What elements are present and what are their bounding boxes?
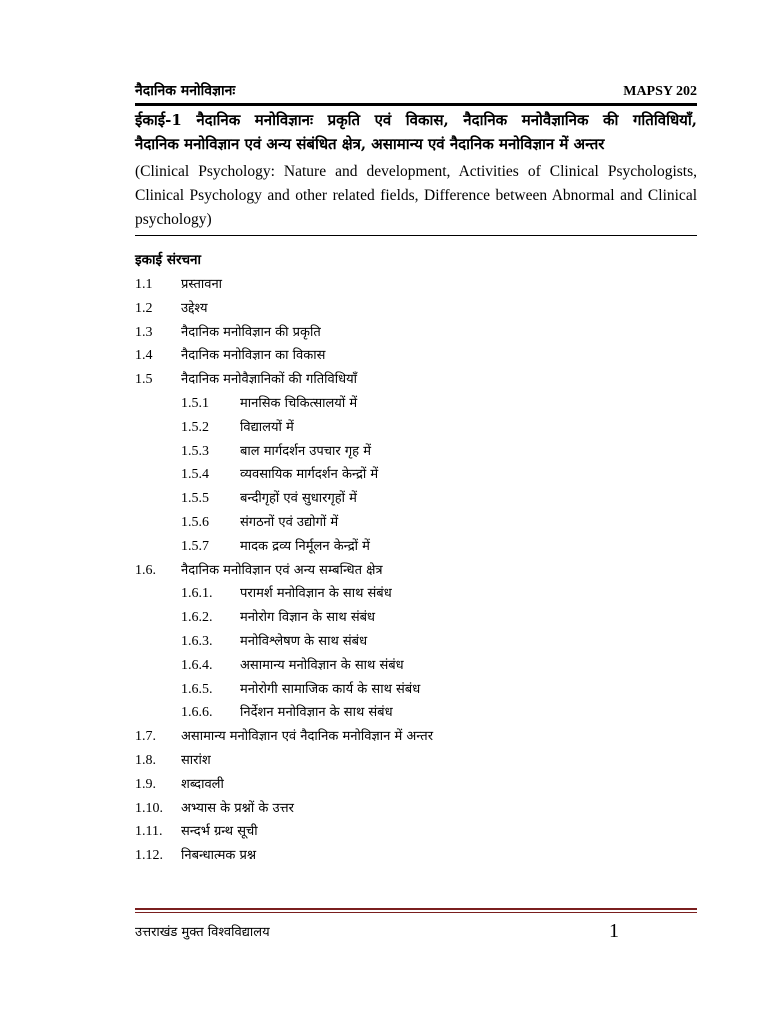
toc-item-number: 1.7. <box>135 729 156 745</box>
toc-item-number: 1.11. <box>135 824 163 840</box>
toc-item <box>135 416 697 440</box>
toc-item-label: प्रस्तावना <box>181 277 223 292</box>
toc-item-number: 1.5.2 <box>181 419 209 435</box>
toc-item-number: 1.5 <box>135 372 153 388</box>
toc-item <box>135 678 697 702</box>
toc-item-label: असामान्य मनोविज्ञान के साथ संबंध <box>240 657 404 673</box>
toc-item-label: संगठनों एवं उद्योगों में <box>240 514 339 530</box>
toc-item <box>135 273 697 297</box>
toc-item-label: उद्देश्य <box>181 300 208 316</box>
toc-item-label: नैदानिक मनोवैज्ञानिकों की गतिविधियाँ <box>181 372 357 388</box>
toc-item <box>135 535 697 559</box>
toc-item <box>135 725 697 749</box>
toc-item-label: मनोविश्लेषण के साथ संबंध <box>240 633 368 649</box>
toc-item-label: बाल मार्गदर्शन उपचार गृह में <box>240 443 371 459</box>
title-divider <box>135 235 697 236</box>
toc-item-label: सन्दर्भ ग्रन्थ सूची <box>181 824 258 840</box>
toc-item <box>135 511 697 535</box>
toc-item-number: 1.6.2. <box>181 610 213 626</box>
header-course-code: MAPSY 202 <box>623 84 697 99</box>
toc-item <box>135 820 697 844</box>
toc-item-number: 1.5.3 <box>181 443 209 459</box>
toc-heading: इकाई संरचना <box>135 252 202 268</box>
footer-rule <box>135 908 697 913</box>
toc-item-label: व्यवसायिक मार्गदर्शन केन्द्रों में <box>240 467 379 483</box>
unit-title-hindi <box>135 108 697 156</box>
header-course-name: नैदानिक मनोविज्ञानः <box>135 83 236 99</box>
toc-item <box>135 654 697 678</box>
toc-item <box>135 487 697 511</box>
toc-item-label: मनोरोग विज्ञान के साथ संबंध <box>240 610 376 626</box>
page-number: 1 <box>609 919 619 942</box>
toc-item <box>135 844 697 868</box>
toc-item-label: परामर्श मनोविज्ञान के साथ संबंध <box>240 586 392 602</box>
toc-item-label: अभ्यास के प्रश्नों के उत्तर <box>181 800 294 816</box>
toc-item-label: मनोरोगी सामाजिक कार्य के साथ संबंध <box>240 681 421 697</box>
toc-item <box>135 606 697 630</box>
toc-item <box>135 297 697 321</box>
toc-item <box>135 321 697 345</box>
toc-item-label: निर्देशन मनोविज्ञान के साथ संबंध <box>240 705 393 721</box>
toc-item-number: 1.10. <box>135 800 163 816</box>
toc-item-number: 1.6.6. <box>181 705 213 721</box>
toc-item <box>135 797 697 821</box>
toc-item-label: मानसिक चिकित्सालयों में <box>240 395 358 411</box>
toc-item-number: 1.6.1. <box>181 586 213 602</box>
toc-item-number: 1.5.1 <box>181 395 209 411</box>
toc-item-label: नैदानिक मनोविज्ञान एवं अन्य सम्बन्धित क्षेत्र <box>181 562 383 578</box>
toc-item-label: असामान्य मनोविज्ञान एवं नैदानिक मनोविज्ञान में अन्तर <box>181 729 434 745</box>
toc-item-number: 1.6. <box>135 562 156 578</box>
toc-item <box>135 463 697 487</box>
toc-item <box>135 773 697 797</box>
toc-item-label: बन्दीगृहों एवं सुधारगृहों में <box>240 491 357 507</box>
toc-item-number: 1.5.6 <box>181 514 209 530</box>
unit-title-english: (Clinical Psychology: Nature and development, Activities of Clinical Psychologists, Clinical Psychology and other related fields, Difference between Abnormal and Clinical psychology) <box>135 163 697 228</box>
toc-item <box>135 559 697 583</box>
toc-item-label: मादक द्रव्य निर्मूलन केन्द्रों में <box>240 538 370 554</box>
running-header <box>135 78 697 100</box>
header-rule <box>135 103 697 106</box>
toc-item-number: 1.12. <box>135 848 163 864</box>
toc-item <box>135 630 697 654</box>
toc-item-label: नैदानिक मनोविज्ञान की प्रकृति <box>181 324 321 340</box>
toc-item-number: 1.2 <box>135 300 153 316</box>
toc-item-label: विद्यालयों में <box>240 419 294 435</box>
toc-item <box>135 701 697 725</box>
toc-item-number: 1.4 <box>135 348 153 364</box>
unit-title-hindi-line-2: नैदानिक मनोविज्ञान एवं अन्य संबंधित क्षेत्र, असामान्य एवं नैदानिक मनोविज्ञान में अन्तर <box>135 135 605 153</box>
toc-item <box>135 749 697 773</box>
toc-item-number: 1.5.5 <box>181 491 209 507</box>
toc-item-number: 1.3 <box>135 324 153 340</box>
unit-title-hindi-line-1: ईकाई-1 नैदानिक मनोविज्ञानः प्रकृति एवं विकास, नैदानिक मनोवैज्ञानिक की गतिविधियाँ, <box>135 111 697 129</box>
toc-item-number: 1.9. <box>135 776 156 792</box>
toc-item-number: 1.6.5. <box>181 681 213 697</box>
toc-item <box>135 344 697 368</box>
toc-item <box>135 440 697 464</box>
footer-university: उत्तराखंड मुक्त विश्वविद्यालय <box>135 925 270 940</box>
toc-item-number: 1.6.3. <box>181 633 213 649</box>
toc-item-number: 1.5.4 <box>181 467 209 483</box>
page-footer <box>135 918 697 944</box>
toc-item-label: शब्दावली <box>181 776 224 792</box>
toc-item-number: 1.8. <box>135 752 156 768</box>
toc-item-number: 1.5.7 <box>181 538 209 554</box>
toc-list <box>135 273 697 868</box>
toc-item-number: 1.6.4. <box>181 657 213 673</box>
toc-item-label: नैदानिक मनोविज्ञान का विकास <box>181 348 326 364</box>
toc-item-label: सारांश <box>181 752 211 768</box>
toc-item-label: निबन्धात्मक प्रश्न <box>181 848 257 864</box>
toc-item <box>135 368 697 392</box>
toc-item <box>135 582 697 606</box>
toc-item-number: 1.1 <box>135 277 153 292</box>
toc-item <box>135 392 697 416</box>
